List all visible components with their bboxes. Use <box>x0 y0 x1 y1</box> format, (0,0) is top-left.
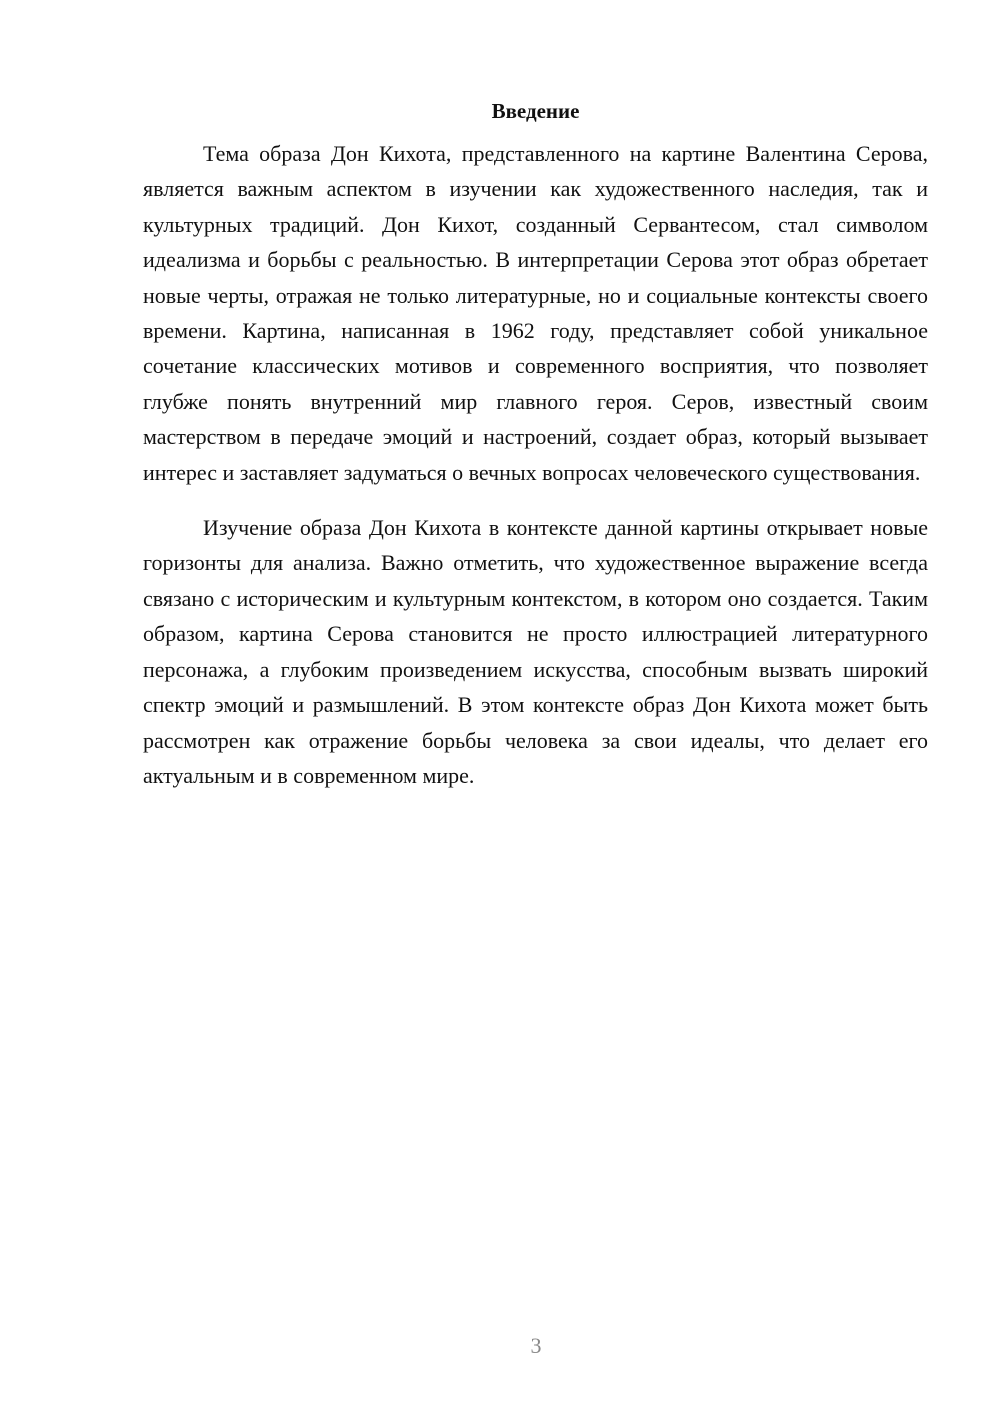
page-content <box>143 96 928 793</box>
section-heading: Введение <box>491 99 580 123</box>
body-paragraph-1: Тема образа Дон Кихота, представленного на картине Валентина Серова, является важным аспектом в изучении как художественного наследия, так и культурных традиций. Дон Кихот, созданный Сервантесом, стал символом идеализма и борьбы с реальностью. В интерпретации Серова этот образ обретает новые черты, отражая не только литературные, но и социальные контексты своего времени. Картина, написанная в 1962 году, представляет собой уникальное сочетание классических мотивов и современного восприятия, что позволяет глубже понять внутренний мир главного героя. Серов, известный своим мастерством в передаче эмоций и настроений, создает образ, который вызывает интерес и заставляет задуматься о вечных вопросах человеческого существования. <box>143 141 928 485</box>
body-paragraph-2: Изучение образа Дон Кихота в контексте данной картины открывает новые горизонты для анализа. Важно отметить, что художественное выражение всегда связано с историческим и культурным контекстом, в котором оно создается. Таким образом, картина Серова становится не просто иллюстрацией литературного персонажа, а глубоким произведением искусства, способным вызвать широкий спектр эмоций и размышлений. В этом контексте образ Дон Кихота может быть рассмотрен как отражение борьбы человека за свои идеалы, что делает его актуальным и в современном мире. <box>143 515 928 788</box>
page-number: 3 <box>530 1333 542 1358</box>
